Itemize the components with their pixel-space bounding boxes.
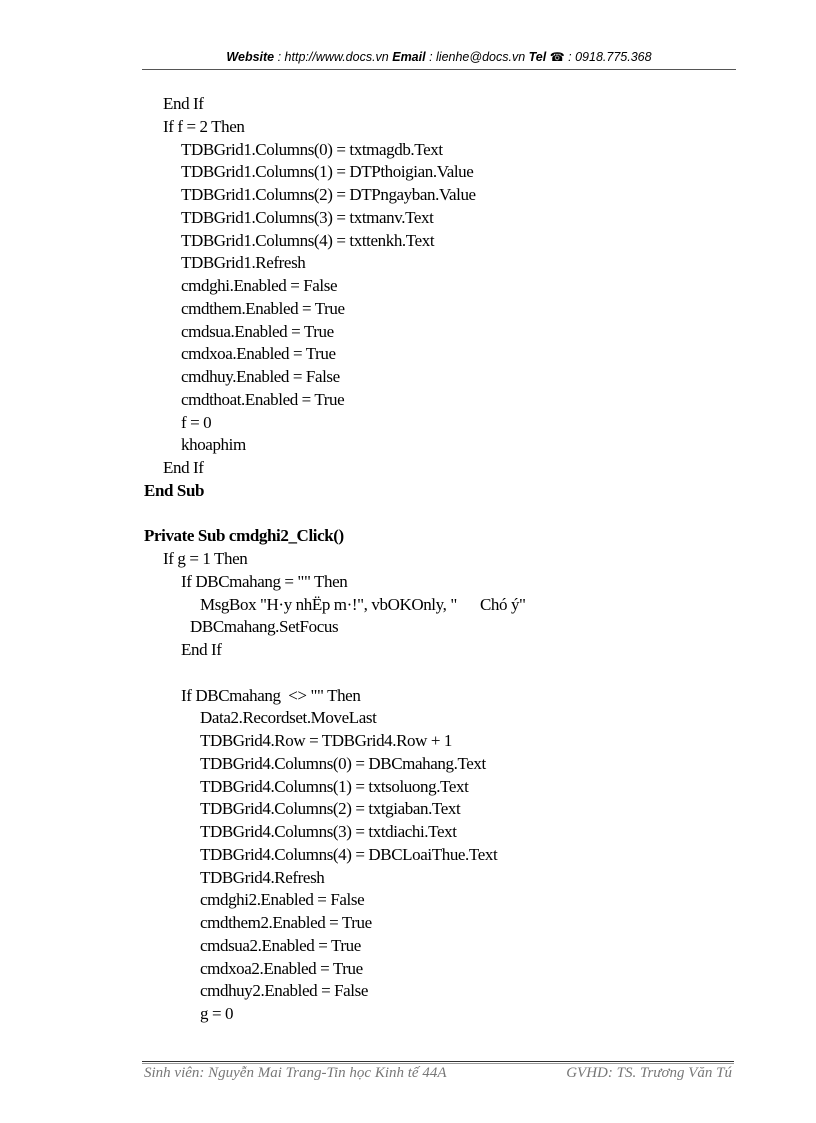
code-line: If f = 2 Then bbox=[163, 116, 245, 136]
page-header bbox=[142, 50, 736, 70]
tel-label: Tel bbox=[528, 50, 547, 64]
footer-divider bbox=[142, 1061, 734, 1062]
code-line: cmdthem2.Enabled = True bbox=[200, 913, 372, 932]
code-line: MsgBox "H·y nhËp m·!", vbOKOnly, " Chó ý" bbox=[200, 594, 526, 614]
code-line: TDBGrid4.Columns(4) = DBCLoaiThue.Text bbox=[200, 844, 498, 864]
code-line: If DBCmahang <> "" Then bbox=[181, 685, 361, 705]
code-line: TDBGrid1.Columns(0) = txtmagdb.Text bbox=[181, 139, 443, 159]
code-line: TDBGrid1.Columns(3) = txtmanv.Text bbox=[181, 207, 434, 227]
header-divider bbox=[142, 69, 736, 70]
email-value: : lienhe@docs.vn bbox=[425, 50, 529, 64]
code-line: TDBGrid1.Refresh bbox=[181, 253, 306, 273]
code-line: TDBGrid4.Columns(1) = txtsoluong.Text bbox=[200, 776, 469, 796]
code-line: End If bbox=[181, 640, 222, 659]
code-line: TDBGrid4.Refresh bbox=[200, 867, 325, 887]
website-label: Website bbox=[226, 50, 275, 64]
code-line: cmdthoat.Enabled = True bbox=[181, 389, 345, 409]
code-line: cmdsua2.Enabled = True bbox=[200, 935, 361, 955]
website-value: : http://www.docs.vn bbox=[274, 50, 393, 64]
code-line: If DBCmahang = "" Then bbox=[181, 571, 348, 591]
code-line: cmdghi.Enabled = False bbox=[181, 276, 338, 295]
code-line: If g = 1 Then bbox=[163, 549, 248, 568]
code-line: g = 0 bbox=[200, 1004, 234, 1023]
code-line bbox=[144, 503, 734, 526]
email-label: Email bbox=[392, 50, 426, 64]
code-line: cmdsua.Enabled = True bbox=[181, 321, 334, 341]
code-line: End Sub bbox=[144, 480, 205, 500]
code-line: khoaphim bbox=[181, 435, 246, 455]
code-line: f = 0 bbox=[181, 412, 212, 432]
code-line: cmdghi2.Enabled = False bbox=[200, 890, 365, 910]
code-line: Data2.Recordset.MoveLast bbox=[200, 708, 377, 728]
telephone-icon: ☎ bbox=[549, 50, 565, 64]
code-line: TDBGrid4.Columns(2) = txtgiaban.Text bbox=[200, 799, 461, 819]
code-line: TDBGrid1.Columns(1) = DTPthoigian.Value bbox=[181, 162, 474, 182]
code-line: TDBGrid1.Columns(2) = DTPngayban.Value bbox=[181, 185, 476, 204]
code-line: DBCmahang.SetFocus bbox=[190, 617, 339, 637]
footer-advisor: GVHD: TS. Trương Văn Tú bbox=[566, 1065, 732, 1081]
code-line: TDBGrid4.Row = TDBGrid4.Row + 1 bbox=[200, 731, 453, 750]
code-line: cmdthem.Enabled = True bbox=[181, 298, 345, 318]
code-line: Private Sub cmdghi2_Click() bbox=[144, 526, 344, 546]
code-line: cmdxoa.Enabled = True bbox=[181, 344, 336, 364]
code-line: TDBGrid1.Columns(4) = txttenkh.Text bbox=[181, 230, 435, 250]
code-listing bbox=[144, 93, 734, 1026]
code-line: End If bbox=[163, 458, 204, 477]
footer-student: Sinh viên: Nguyễn Mai Trang-Tin học Kinh tế 44A bbox=[144, 1065, 447, 1081]
code-line: cmdhuy2.Enabled = False bbox=[200, 981, 368, 1001]
code-line: cmdxoa2.Enabled = True bbox=[200, 958, 363, 978]
code-line: TDBGrid4.Columns(3) = txtdiachi.Text bbox=[200, 822, 457, 841]
tel-value: : 0918.775.368 bbox=[564, 50, 652, 64]
code-line: TDBGrid4.Columns(0) = DBCmahang.Text bbox=[200, 753, 486, 773]
code-line bbox=[144, 662, 734, 685]
code-line: cmdhuy.Enabled = False bbox=[181, 367, 340, 386]
code-line: End If bbox=[163, 94, 204, 113]
